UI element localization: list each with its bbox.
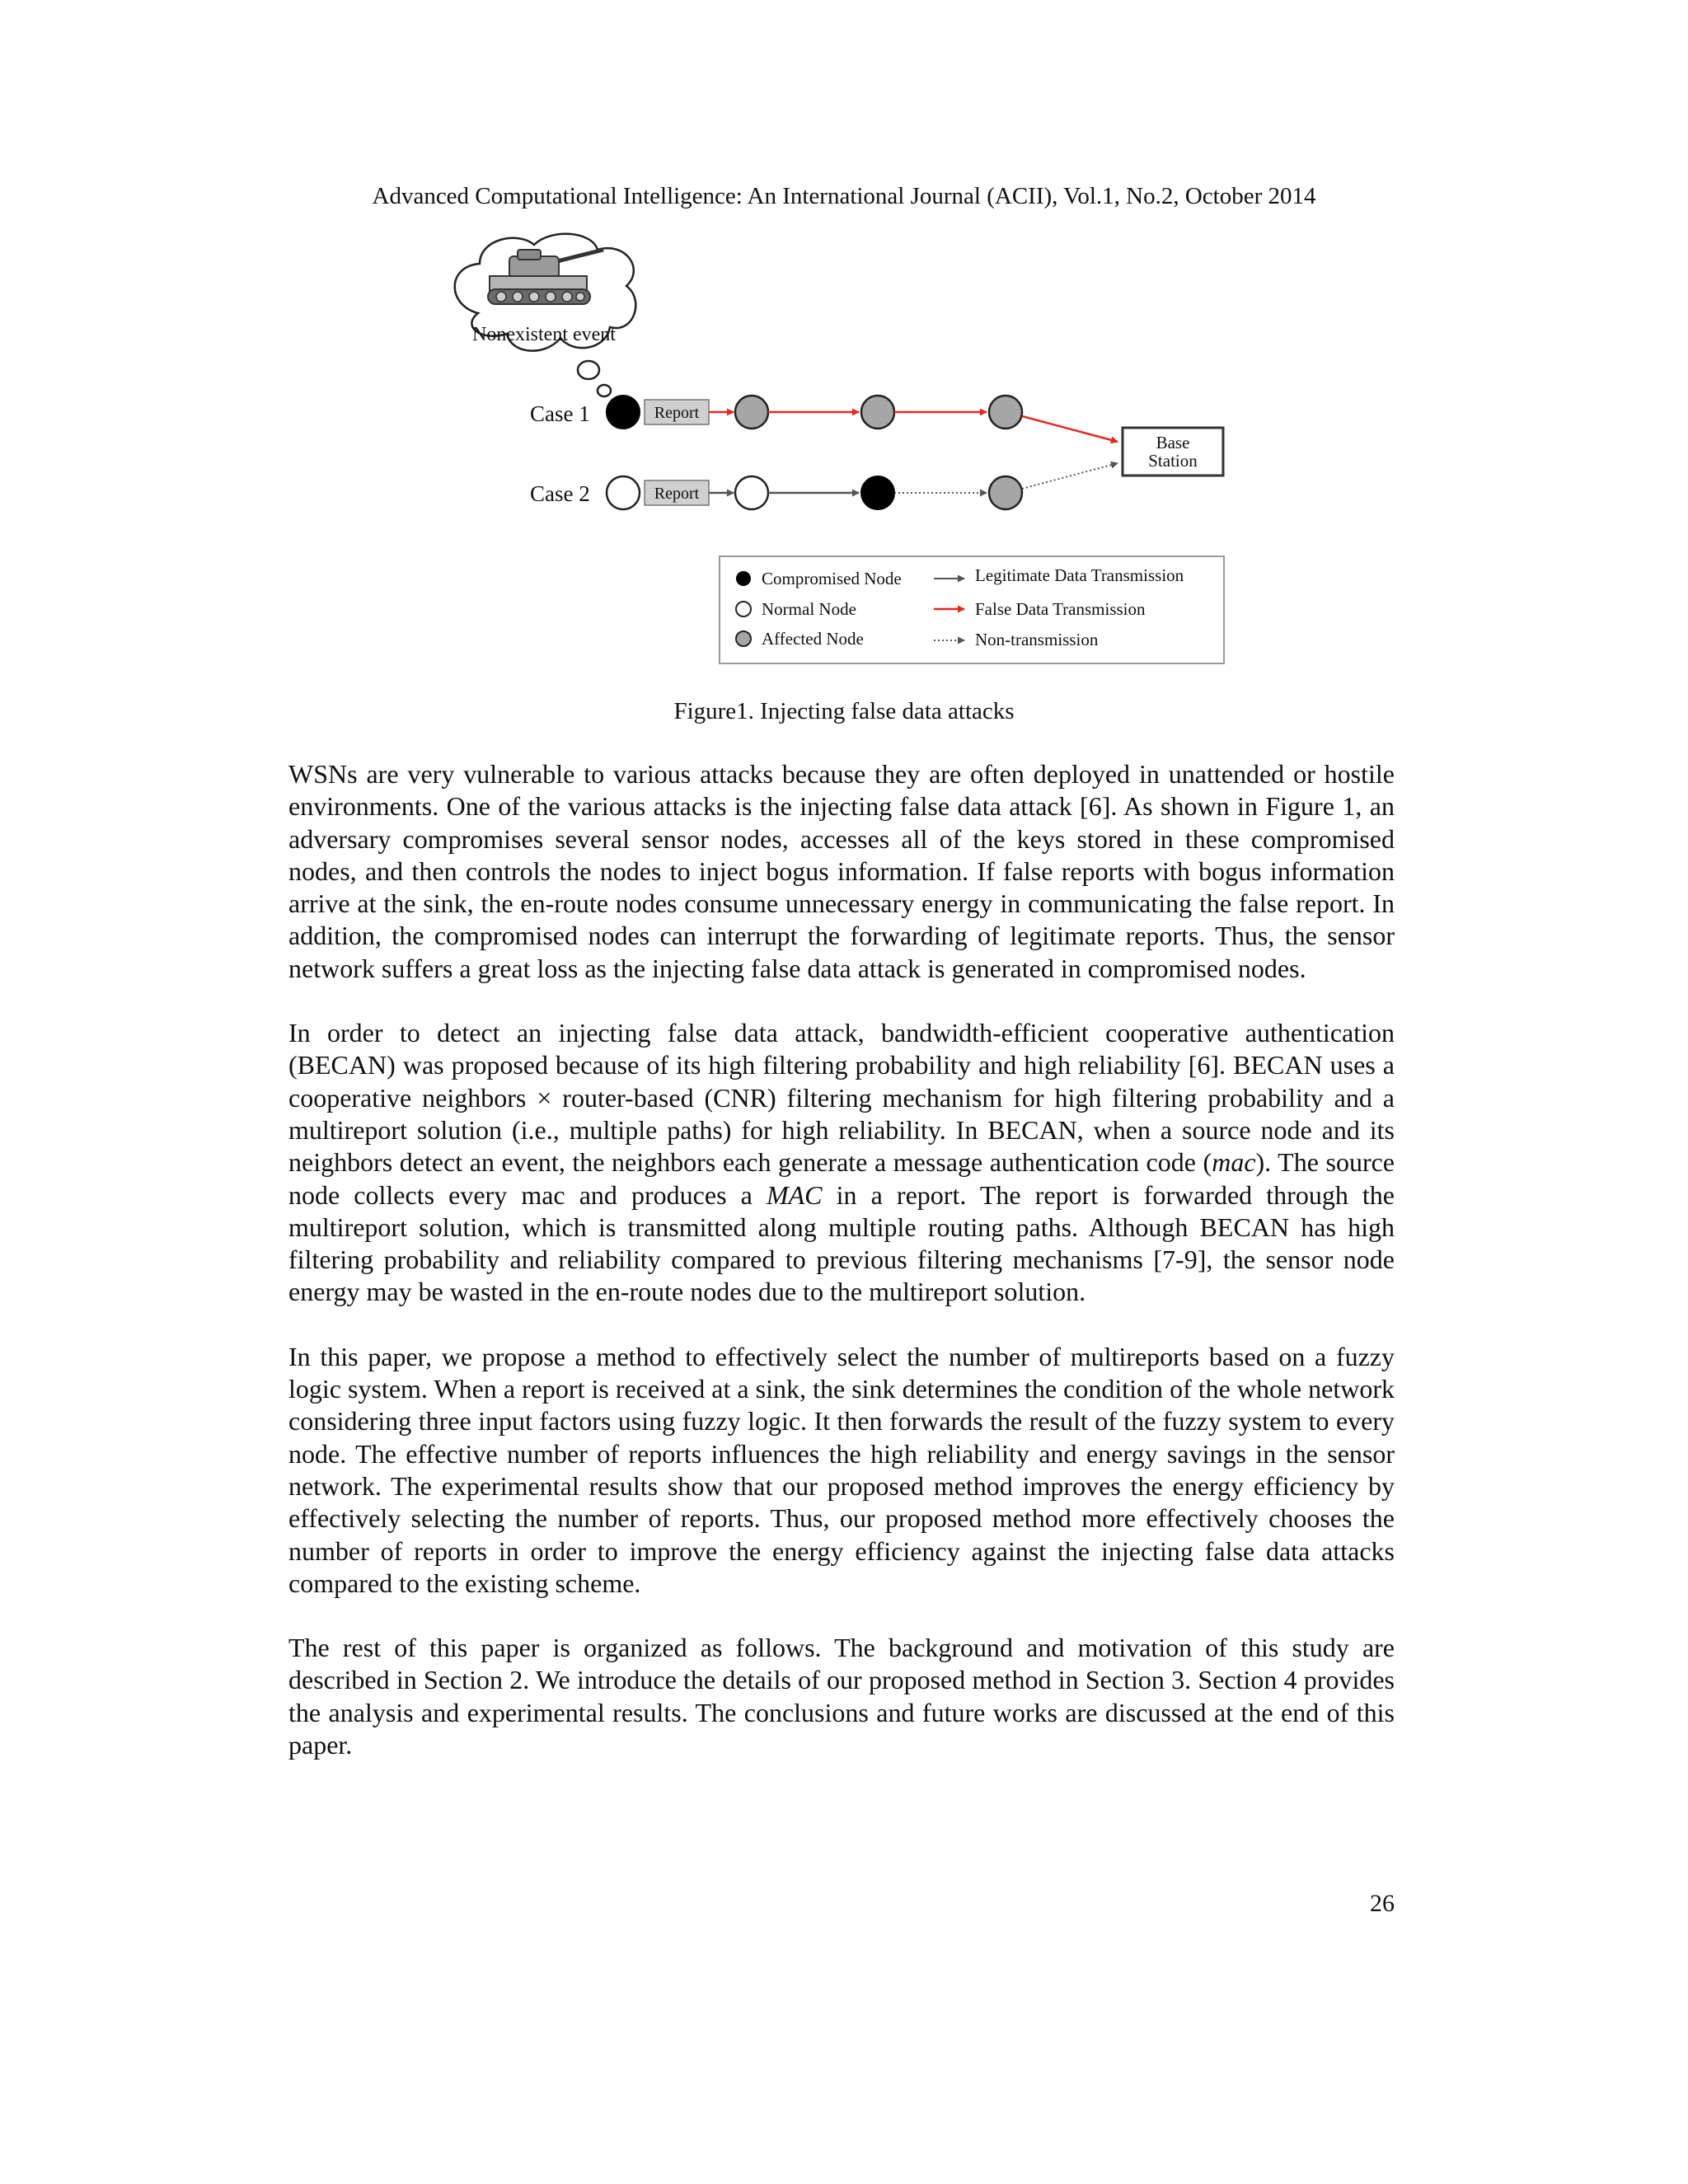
case-2-row — [607, 463, 1118, 509]
affected-node — [989, 396, 1022, 429]
paragraph-2-part-3: in a report. The report is forwarded through the multireport solution, which is transmitted along multiple routing paths. Although BECAN has high filtering probability and reliability compared to previous filtering mechanisms [7-9], the sensor node energy may be wasted in the en-route nodes due to the multireport solution. — [288, 1179, 1395, 1307]
legend-affected-swatch — [736, 631, 751, 646]
legend-compromised-label: Compromised Node — [762, 569, 902, 588]
normal-node — [735, 476, 768, 509]
affected-node — [989, 476, 1022, 509]
compromised-node — [607, 396, 640, 429]
base-station-line-1: Base — [1156, 433, 1190, 452]
normal-node — [607, 476, 640, 509]
legend-normal-label: Normal Node — [762, 599, 856, 619]
figure-1-diagram — [429, 227, 1253, 688]
paragraph-3: In this paper, we propose a method to effectively select the number of multireports based on a fuzzy logic system. When a report is received at a sink, the sink determines the condition of the whole network considering three input factors using fuzzy logic. It then forwards the result of the fuzzy system to every node. The effective number of reports influences the high reliability and energy savings in the sensor network. The experimental results show that our proposed method improves the energy efficiency by effectively selecting the number of reports. Thus, our proposed method more effectively chooses the number of reports in order to improve the energy efficiency against the injecting false data attacks compared to the existing scheme. — [288, 1341, 1395, 1598]
legend-false-data-label: False Data Transmission — [975, 599, 1146, 619]
legend-normal-swatch — [736, 602, 751, 616]
legend-affected-label: Affected Node — [762, 629, 864, 649]
legend-non-transmission-label: Non-transmission — [975, 630, 1099, 649]
paragraph-4: The rest of this paper is organized as follows. The background and motivation of this study are described in Section 2. We introduce the details of our proposed method in Section 3. Section 4 provides the analysis and experimental results. The conclusions and future works are discussed at the end of this paper. — [288, 1633, 1395, 1760]
case-2-label: Case 2 — [530, 481, 590, 506]
affected-node — [735, 396, 768, 429]
paragraph-1: WSNs are very vulnerable to various attacks because they are often deployed in unattended or hostile environments. One of the various attacks is the injecting false data attack [6]. As shown in Figure 1, an adversary compromises several sensor nodes, accesses all of the keys stored in these compromised nodes, and then controls the nodes to inject bogus information. If false reports with bogus information arrive at the sink, the en-route nodes consume unnecessary energy in communicating the false report. In addition, the compromised nodes can interrupt the forwarding of legitimate reports. Thus, the sensor network suffers a great loss as the injecting false data attack is generated in compromised nodes. — [288, 759, 1395, 983]
case-1-row — [607, 396, 1118, 442]
journal-header: Advanced Computational Intelligence: An International Journal (ACII), Vol.1, No.2, October 2014 — [372, 183, 1316, 209]
paragraph-2-part-2: ). The source node collects every mac and produces a — [288, 1147, 1395, 1210]
legend — [720, 556, 1224, 663]
body-text — [288, 758, 1395, 1793]
paragraph-2 — [288, 1017, 1395, 1309]
false-data-arrow — [1022, 416, 1118, 442]
legend-legitimate-label: Legitimate Data Transmission — [975, 565, 1184, 585]
non-transmission-arrow — [1022, 463, 1118, 489]
base-station — [1123, 428, 1223, 476]
mac-term: mac — [1212, 1147, 1256, 1178]
compromised-node — [861, 476, 894, 509]
figure-caption: Figure1. Injecting false data attacks — [673, 698, 1015, 724]
report-label: Report — [654, 404, 700, 422]
page-number: 26 — [1370, 1890, 1395, 1917]
MAC-term: MAC — [766, 1179, 823, 1210]
base-station-line-2: Station — [1148, 451, 1198, 471]
report-label: Report — [654, 485, 700, 503]
legend-compromised-swatch — [736, 571, 751, 586]
cloud-label: Nonexistent event — [472, 324, 616, 345]
affected-node — [861, 396, 894, 429]
case-1-label: Case 1 — [530, 401, 590, 426]
paragraph-2-part-1: In order to detect an injecting false data attack, bandwidth-efficient cooperative authentication (BECAN) was proposed because of its high filtering probability and high reliability [6]. BECAN uses a cooperative neighbors × router-based (CNR) filtering mechanism for high filtering probability and a multireport solution (i.e., multiple paths) for high reliability. In BECAN, when a source node and its neighbors detect an event, the neighbors each generate a message authentication code ( — [288, 1018, 1395, 1178]
